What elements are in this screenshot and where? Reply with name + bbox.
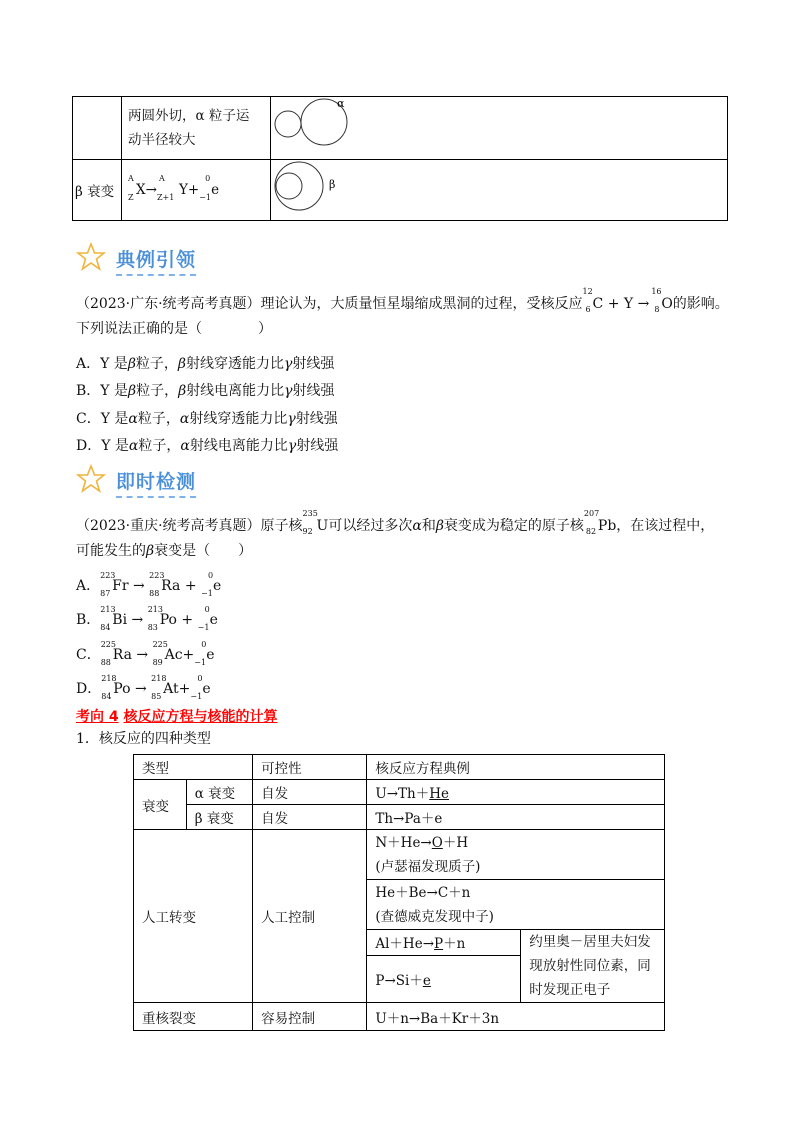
cell-joliot-curie-note: 约里奥－居里夫妇发现放射性同位素，同时发现正电子 (521, 930, 665, 1003)
uranium-nuclide: 235 92 U (302, 509, 329, 536)
cell-artificial: 人工转变 (134, 830, 253, 1003)
electron: 0 −1 e (199, 174, 220, 202)
oxygen-nuclide: 16 8 O (651, 287, 673, 314)
option-b[interactable]: B．Y 是β粒子，β射线电离能力比γ射线强 (76, 383, 335, 399)
question1-line2: 下列说法正确的是（ ） (76, 321, 272, 337)
empty-cell (73, 97, 122, 160)
nuclear-reaction-types-table (133, 754, 665, 1031)
alpha-desc-line1: 两圆外切，α 粒子运 (128, 108, 250, 124)
section-title-instant-check: 即时检测 (116, 467, 196, 498)
decay-circles-table (72, 96, 728, 221)
cell-beta-eq: Th→Pa＋e (367, 805, 665, 830)
section-heading-nuclear-reactions (76, 706, 278, 726)
cell-decay: 衰变 (134, 780, 187, 830)
beta-type-cell: β 衰变 (73, 160, 122, 221)
cell-artificial-ctrl: 人工控制 (253, 830, 367, 1003)
question1-line1: （2023·广东·统考高考真题）理论认为，大质量恒星塌缩成黑洞的过程，受核反应 12 6 C + Y → 16 8 O的影响。 (76, 287, 729, 314)
section-heading-text: 核反应方程与核能的计算 (123, 709, 278, 725)
beta-diagram-cell (271, 160, 728, 221)
option2-d[interactable]: D． 218 84 Po → 218 85 At+ 0 −1 e (76, 674, 211, 701)
x-nuclide: A Z X→ (128, 174, 157, 202)
y-nuclide: A Z+1 Y+ (156, 174, 200, 202)
cell-fission: 重核裂变 (134, 1003, 253, 1031)
header-controllability: 可控性 (253, 755, 367, 780)
cell-rutherford: N＋He→O＋H (卢瑟福发现质子) (367, 830, 665, 880)
option2-b[interactable]: B． 213 84 Bi → 213 83 Po + 0 −1 e (76, 605, 218, 632)
alpha-circles-diagram (271, 97, 391, 155)
option2-a[interactable]: A． 223 87 Fr → 223 88 Ra + 0 −1 e (76, 571, 222, 598)
alpha-desc-line2: 动半径较大 (128, 132, 196, 148)
option-a[interactable]: A．Y 是β粒子，β射线穿透能力比γ射线强 (76, 356, 335, 372)
cell-al-reaction: Al＋He→P＋n (367, 930, 521, 956)
alpha-desc-cell (122, 97, 271, 160)
cell-alpha-decay: α 衰变 (186, 780, 252, 805)
alpha-diagram-cell (271, 97, 728, 160)
carbon-nuclide: 12 6 C (582, 287, 604, 314)
question2-line1: （2023·重庆·统考高考真题）原子核 235 92 U可以经过多次α和β衰变成为稳定的原子核 207 82 Pb，在该过程中， (76, 509, 715, 536)
question2-line2: 可能发生的β衰变是（ ） (76, 543, 253, 559)
cell-fission-ctrl: 容易控制 (253, 1003, 367, 1031)
beta-circles-diagram (271, 160, 391, 216)
beta-label: β (329, 178, 336, 191)
option-d[interactable]: D．Y 是α粒子，α射线电离能力比γ射线强 (76, 438, 339, 454)
cell-chadwick: He＋Be→C＋n (查德威克发现中子) (367, 880, 665, 930)
alpha-label: α (337, 97, 345, 110)
option-c[interactable]: C．Y 是α粒子，α射线穿透能力比γ射线强 (76, 411, 338, 427)
lead-nuclide: 207 82 Pb (583, 509, 617, 536)
star-icon (76, 242, 106, 272)
section-tag: 考向 4 (76, 709, 119, 725)
cell-p-reaction: P→Si＋e (367, 955, 521, 1002)
beta-eq-cell (122, 160, 271, 221)
cell-beta-ctrl: 自发 (253, 805, 367, 830)
cell-alpha-ctrl: 自发 (253, 780, 367, 805)
cell-alpha-eq: U→Th＋He (367, 780, 665, 805)
option2-c[interactable]: C． 225 88 Ra → 225 89 Ac+ 0 −1 e (76, 640, 215, 667)
star-icon (76, 464, 106, 494)
header-type: 类型 (134, 755, 253, 780)
subheading-four-types: 1．核反应的四种类型 (76, 731, 211, 747)
cell-fission-eq: U＋n→Ba＋Kr＋3n (367, 1003, 665, 1031)
cell-beta-decay: β 衰变 (186, 805, 252, 830)
header-example: 核反应方程典例 (367, 755, 665, 780)
section-title-typical-example: 典例引领 (116, 245, 196, 276)
